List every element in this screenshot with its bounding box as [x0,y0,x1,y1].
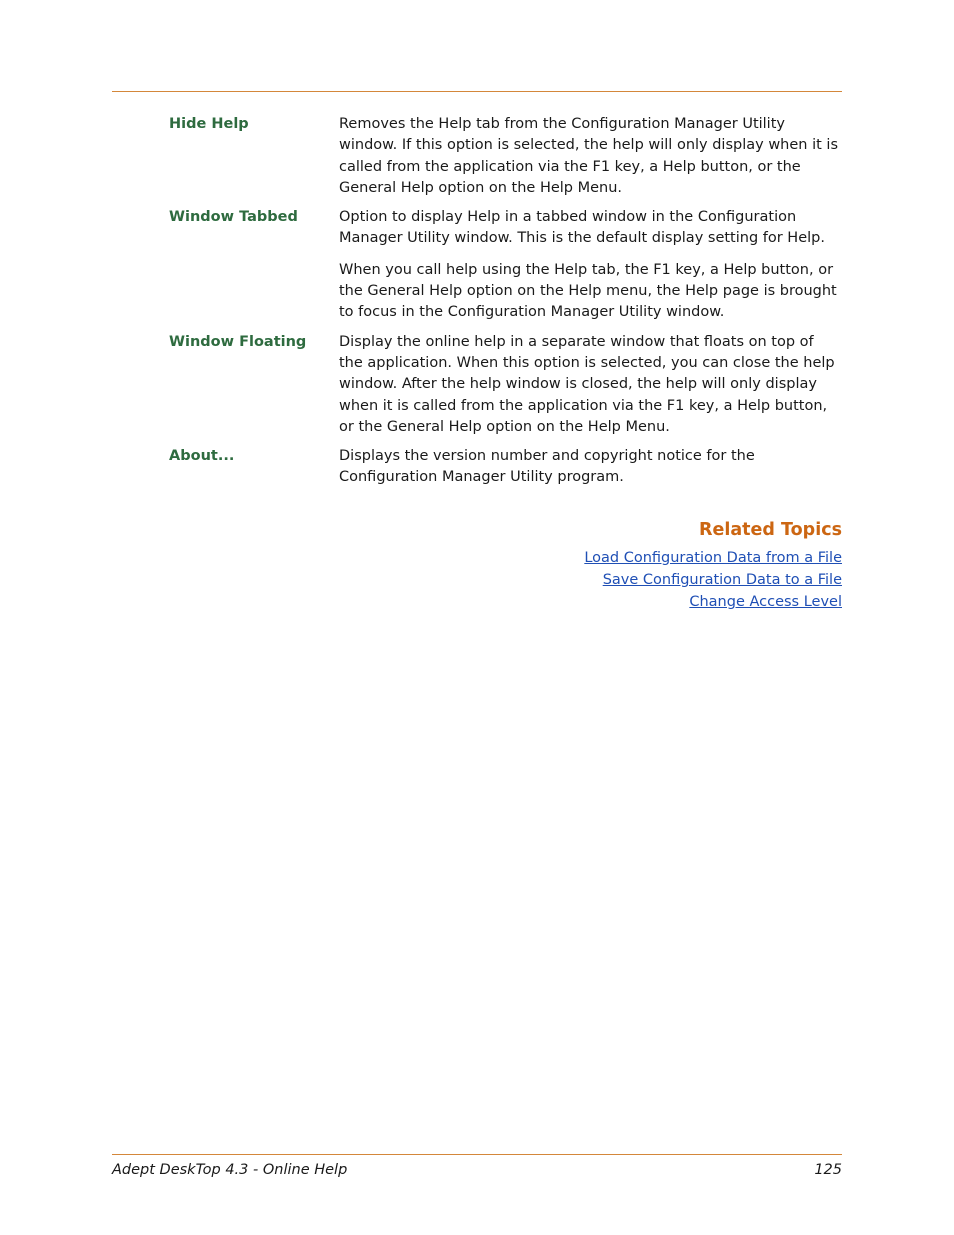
page-footer [112,1160,842,1180]
definition-window-floating [169,332,842,438]
description-paragraph: Option to display Help in a tabbed window in the Configuration Manager Utility window. This is the default display setting for Help. [339,209,825,247]
definition-hide-help [169,114,842,199]
related-topics-heading: Related Topics [699,520,842,540]
definition-window-tabbed [169,207,842,323]
related-topics [584,518,842,613]
description-paragraph: Removes the Help tab from the Configuration Manager Utility window. If this option is selected, the help will only display when it is called from the application via the F1 key, a Help button, or the General Help option on the Help Menu. [339,116,838,196]
definition-about [169,446,842,489]
description-hide-help [339,114,842,199]
term-hide-help: Hide Help [169,116,249,132]
link-change-access-level[interactable]: Change Access Level [689,594,842,610]
description-paragraph: Display the online help in a separate window that floats on top of the application. When this option is selected, you can close the help window. After the help window is closed, the help will only display when it is called from the application via the F1 key, a Help button, or the General Help option on the Help Menu. [339,333,835,435]
description-paragraph: When you call help using the Help tab, the F1 key, a Help button, or the General Help option on the Help menu, the Help page is brought to focus in the Configuration Manager Utility window. [339,261,837,321]
term-window-floating: Window Floating [169,333,307,350]
term-window-tabbed: Window Tabbed [169,209,298,226]
link-load-configuration[interactable]: Load Configuration Data from a File [584,550,842,566]
definition-list [169,114,842,497]
header-rule [112,91,842,92]
description-window-tabbed [339,207,842,323]
footer-title: Adept DeskTop 4.3 - Online Help [112,1162,348,1178]
link-save-configuration[interactable]: Save Configuration Data to a File [602,572,842,588]
term-about: About... [169,448,235,465]
description-about [339,446,842,489]
description-paragraph: Displays the version number and copyright notice for the Configuration Manager Utility program. [339,448,755,486]
description-window-floating [339,332,842,438]
page-number: 125 [814,1162,842,1178]
footer-rule [112,1154,842,1155]
